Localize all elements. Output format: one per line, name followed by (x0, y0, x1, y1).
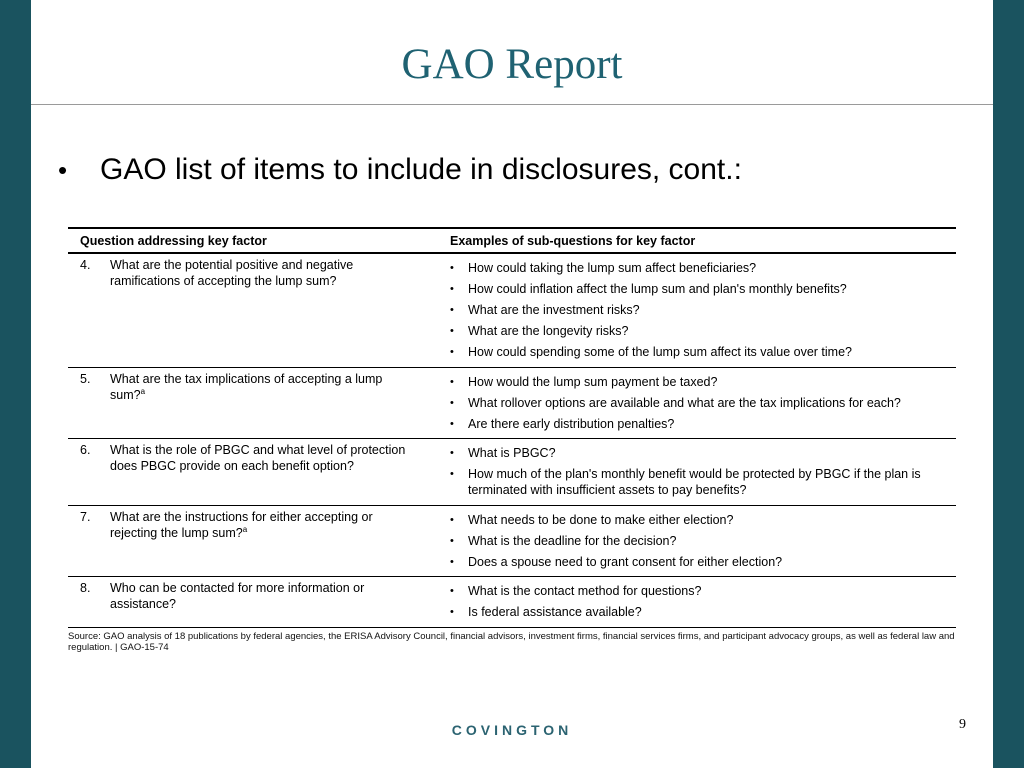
title-divider (31, 104, 993, 105)
bullet-icon: • (450, 262, 454, 274)
sub-questions-cell (440, 371, 956, 435)
bullet-icon: • (450, 417, 454, 430)
sub-question-item (440, 258, 956, 279)
bullet-icon: • (450, 513, 454, 526)
question-text: What are the potential positive and negative ramifications of accepting the lump sum? (110, 258, 354, 288)
row-number: 8. (80, 581, 91, 595)
question-cell (68, 442, 440, 501)
sub-question-text: Are there early distribution penalties? (468, 416, 675, 431)
sub-question-text: What needs to be done to make either election? (468, 512, 734, 527)
question-text: What are the instructions for either accepting or rejecting the lump sum?$^a$ (110, 509, 373, 540)
sub-question-item (440, 413, 956, 434)
question-text: Who can be contacted for more information or assistance? (110, 581, 365, 611)
slide-title: GAO Report (401, 41, 623, 88)
table-section (68, 227, 956, 654)
row-number: 4. (80, 258, 91, 272)
sub-question-text: What is the deadline for the decision? (468, 533, 677, 548)
bullet-icon: • (58, 155, 68, 185)
sub-question-text: How much of the plan's monthly benefit would be protected by PBGC if the plan is terminated with insufficient assets to pay benefits? (468, 467, 921, 497)
bullet-icon: • (450, 304, 454, 316)
question-text: What is the role of PBGC and what level of protection does PBGC provide on each benefit option? (110, 443, 406, 473)
sub-question-text: How could inflation affect the lump sum and plan's monthly benefits? (468, 282, 847, 296)
sub-question-item (440, 551, 956, 572)
footnote-marker: a (242, 524, 248, 534)
column-header-examples: Examples of sub-questions for key factor (450, 234, 696, 248)
left-accent-bar (0, 0, 31, 768)
sub-question-text: What is PBGC? (468, 446, 556, 460)
bullet-icon: • (450, 555, 454, 568)
sub-question-item (440, 530, 956, 551)
sub-questions-cell (440, 442, 956, 501)
bullet-icon: • (450, 468, 454, 480)
sub-question-text: How could taking the lump sum affect beneficiaries? (468, 261, 757, 275)
table-row (68, 439, 956, 506)
sub-questions-cell (440, 257, 956, 363)
sub-question-item (440, 371, 956, 392)
bullet-icon: • (450, 346, 454, 358)
bullet-icon: • (450, 585, 454, 597)
bullet-icon: • (450, 396, 454, 409)
row-number: 7. (80, 509, 91, 524)
table-header (68, 229, 956, 254)
table-row (68, 368, 956, 440)
bullet-icon: • (450, 375, 454, 388)
sub-question-item (440, 602, 956, 623)
table-row (68, 254, 956, 368)
sub-question-item (440, 342, 956, 363)
bullet-icon: • (450, 325, 454, 337)
source-note: Source: GAO analysis of 18 publications by federal agencies, the ERISA Advisory Council, financial advisors, investment firms, financial services firms, and participant advocacy groups, as well as federal law and regulation. | GAO-15-74 (68, 630, 955, 653)
sub-question-text: How would the lump sum payment be taxed? (468, 374, 718, 389)
sub-question-item (440, 443, 956, 464)
bullet-item (58, 150, 973, 190)
bullet-icon: • (450, 447, 454, 459)
question-cell (68, 580, 440, 623)
sub-question-text: What is the contact method for questions? (468, 584, 702, 598)
sub-question-item (440, 392, 956, 413)
bullet-icon: • (450, 606, 454, 618)
question-cell (68, 509, 440, 573)
covington-logo: COVINGTON (451, 722, 573, 738)
bullet-text: GAO list of items to include in disclosures, cont.: (100, 153, 742, 186)
sub-questions-cell (440, 509, 956, 573)
bullet-icon: • (450, 534, 454, 547)
sub-question-item (440, 300, 956, 321)
column-header-question: Question addressing key factor (80, 234, 267, 248)
sub-question-item (440, 279, 956, 300)
sub-question-item (440, 509, 956, 530)
sub-question-text: What rollover options are available and what are the tax implications for each? (468, 395, 901, 410)
table-body (68, 254, 956, 628)
sub-question-text: Does a spouse need to grant consent for either election? (468, 554, 783, 569)
sub-question-text: How could spending some of the lump sum affect its value over time? (468, 345, 852, 359)
row-number: 6. (80, 443, 91, 457)
table-row (68, 577, 956, 628)
question-text: What are the tax implications of accepting a lump sum?$^a$ (110, 371, 383, 402)
sub-question-text: What are the investment risks? (468, 303, 640, 317)
question-cell (68, 371, 440, 435)
row-number: 5. (80, 371, 91, 386)
sub-question-item (440, 321, 956, 342)
gao-table (68, 227, 956, 628)
right-accent-bar (993, 0, 1024, 768)
question-cell (68, 257, 440, 363)
sub-question-text: Is federal assistance available? (468, 605, 642, 619)
sub-question-item (440, 464, 956, 501)
bullet-icon: • (450, 283, 454, 295)
table-row (68, 506, 956, 578)
page-number: 9 (959, 717, 966, 732)
sub-questions-cell (440, 580, 956, 623)
footnote-marker: a (140, 386, 146, 396)
sub-question-text: What are the longevity risks? (468, 324, 629, 338)
sub-question-item (440, 581, 956, 602)
